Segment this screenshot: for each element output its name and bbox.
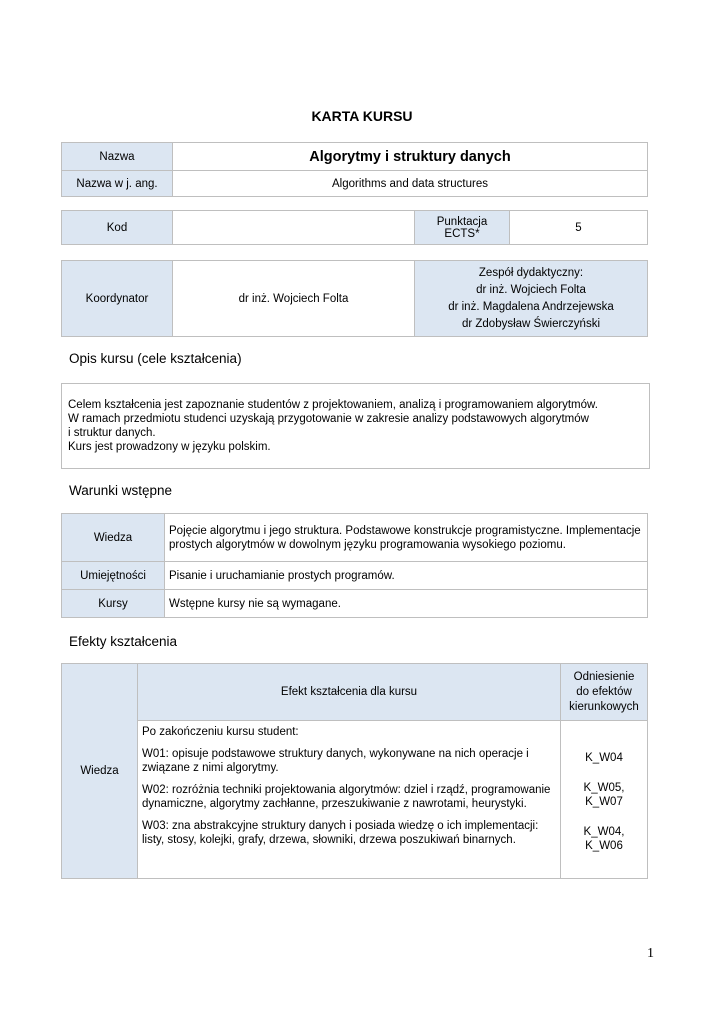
code-table: [61, 210, 648, 245]
prerequisites-heading: Warunki wstępne: [69, 483, 173, 498]
coordinator-label: Koordynator: [62, 261, 173, 337]
description-box: [61, 383, 650, 469]
description-line: W ramach przedmiotu studenci uzyskają przygotowanie w zakresie analizy podstawowych algorytmów: [68, 413, 589, 425]
ects-label: [415, 211, 510, 245]
teaching-team-label: Zespół dydaktyczny:: [478, 266, 584, 279]
outcomes-col-ref-line: Odniesienie: [573, 670, 635, 683]
reference-code: K_W06: [585, 840, 623, 852]
team-member: dr inż. Magdalena Andrzejewska: [448, 300, 614, 313]
outcome-item: W01: opisuje podstawowe struktury danych, wykonywane na nich operacje i związane z nimi algorytmy.: [142, 748, 529, 774]
outcomes-intro: Po zakończeniu kursu student:: [142, 726, 299, 738]
outcomes-row-label: Wiedza: [62, 664, 138, 879]
outcomes-col-ref-line: kierunkowych: [569, 700, 639, 713]
page-number: 1: [647, 946, 654, 961]
prereq-value-skills: Pisanie i uruchamianie prostych programów.: [165, 562, 648, 590]
reference-code: K_W05,: [583, 782, 625, 794]
description-line: Kurs jest prowadzony w języku polskim.: [68, 441, 271, 453]
team-member: dr inż. Wojciech Folta: [476, 283, 586, 296]
ects-label-line-1: Punktacja: [436, 215, 488, 228]
outcomes-references: [561, 721, 648, 879]
prereq-label-skills: Umiejętności: [62, 562, 165, 590]
prerequisites-table: [61, 513, 648, 618]
reference-code: K_W04: [585, 752, 623, 764]
description-line: i struktur danych.: [68, 427, 156, 439]
prereq-label-courses: Kursy: [62, 590, 165, 618]
prereq-value-courses: Wstępne kursy nie są wymagane.: [165, 590, 648, 618]
outcomes-col-reference: [561, 664, 648, 721]
course-name: Algorytmy i struktury danych: [173, 143, 648, 171]
outcomes-heading: Efekty kształcenia: [69, 634, 178, 649]
english-name-label: Nazwa w j. ang.: [62, 171, 173, 197]
outcomes-col-effect: Efekt kształcenia dla kursu: [138, 664, 561, 721]
code-value: [173, 211, 415, 245]
prereq-label-knowledge: Wiedza: [62, 514, 165, 562]
outcome-item: W02: rozróżnia techniki projektowania algorytmów: dziel i rządź, programowanie dynamiczne, algorytmy zachłanne, przeszukiwanie z nawrotami, heurystyki.: [142, 784, 551, 810]
coordinator-value: dr inż. Wojciech Folta: [173, 261, 415, 337]
teaching-team: [415, 261, 648, 337]
reference-code: K_W07: [585, 796, 623, 808]
prereq-value-knowledge: Pojęcie algorytmu i jego struktura. Podstawowe konstrukcje programistyczne. Implementacje prostych algorytmów w dowolnym języku programowania wysokiego poziomu.: [165, 514, 648, 562]
document-title: KARTA KURSU: [311, 108, 413, 124]
outcome-item: W03: zna abstrakcyjne struktury danych i posiada wiedzę o ich implementacji: listy, stosy, kolejki, grafy, drzewa, słowniki, drzewa poszukiwań binarnych.: [142, 820, 539, 846]
coordinator-table: [61, 260, 648, 337]
team-member: dr Zdobysław Świerczyński: [461, 317, 601, 330]
outcomes-col-ref-line: do efektów: [576, 685, 632, 698]
outcomes-table: [61, 663, 648, 879]
course-name-table: [61, 142, 648, 197]
ects-value: 5: [510, 211, 648, 245]
code-label: Kod: [62, 211, 173, 245]
description-line: Celem kształcenia jest zapoznanie studentów z projektowaniem, analizą i programowaniem algorytmów.: [68, 399, 598, 411]
course-english-name: Algorithms and data structures: [173, 171, 648, 197]
ects-label-line-2: ECTS*: [444, 227, 480, 240]
name-label: Nazwa: [62, 143, 173, 171]
reference-code: K_W04,: [583, 826, 625, 838]
description-heading: Opis kursu (cele kształcenia): [69, 351, 242, 366]
outcomes-effects: [138, 721, 561, 879]
